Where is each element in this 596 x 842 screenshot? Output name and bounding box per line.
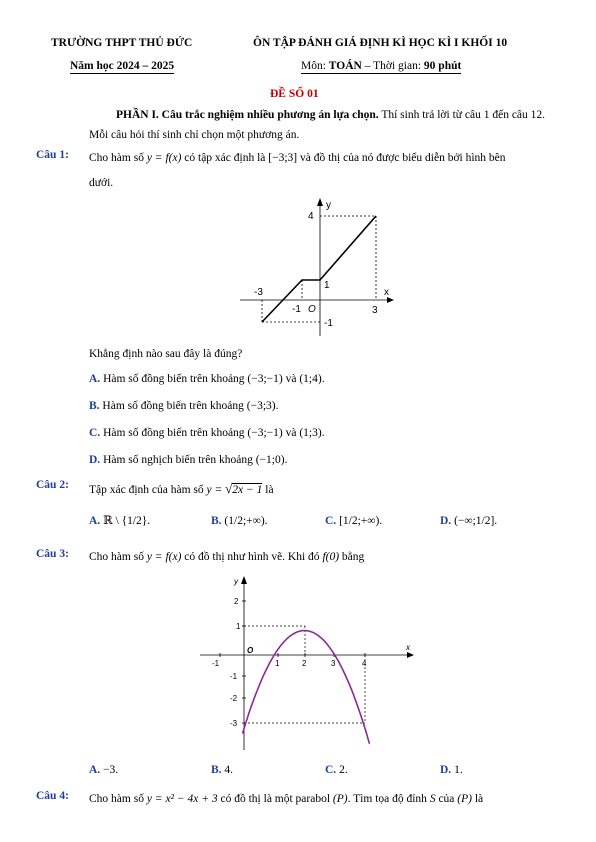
q1-origin-label: O [308, 304, 316, 315]
q1-prompt: Khẳng định nào sau đây là đúng? [89, 348, 243, 360]
q1-x-label: x [384, 287, 389, 298]
q3-y1-label: 1 [236, 622, 241, 631]
q3-parabola-curve [243, 631, 370, 744]
q1-x3-label: 3 [372, 305, 378, 316]
q2-option-a[interactable]: A. ℝ \ {1/2}. [89, 515, 151, 527]
q3-origin-label: O [247, 646, 254, 655]
part1-heading: PHẦN I. Câu trắc nghiệm nhiều phương án lựa chọn. Thí sinh trả lời từ câu 1 đến câu 12. [116, 109, 546, 121]
q3-yneg1-label: -1 [230, 672, 238, 681]
exam-title: ÔN TẬP ĐÁNH GIÁ ĐỊNH KÌ HỌC KÌ I KHỐI 10 [253, 37, 508, 49]
q2-label: Câu 2: [36, 479, 69, 491]
q1-yneg1-label: -1 [324, 318, 333, 329]
q1-xneg1-label: -1 [292, 304, 301, 315]
q1-y-arrow [317, 198, 323, 206]
q1-graph [240, 196, 400, 336]
q3-y2-label: 2 [234, 597, 239, 606]
q3-x1-label: 1 [275, 659, 280, 668]
q1-stem-cont: dưới. [89, 177, 114, 189]
q1-label: Câu 1: [36, 149, 69, 161]
q3-x-label: x [406, 643, 410, 652]
q3-graph [200, 572, 420, 752]
q4-stem: Cho hàm số y = x² − 4x + 3 có đồ thị là một parabol (P). Tìm tọa độ đỉnh S của (P) là [89, 793, 484, 805]
q1-y1-label: 1 [324, 280, 330, 291]
q1-function-curve [262, 216, 376, 322]
q3-y-label: y [234, 577, 238, 586]
q1-y-label: y [326, 200, 331, 211]
part1-instruction: Mỗi câu hỏi thí sinh chỉ chọn một phương án. [89, 129, 300, 141]
q1-option-a[interactable]: A. Hàm số đồng biến trên khoảng (−3;−1) và (1;4). [89, 373, 325, 385]
q3-option-a[interactable]: A. −3. [89, 764, 119, 776]
exam-code: ĐỀ SỐ 01 [270, 88, 319, 100]
q3-option-c[interactable]: C. 2. [325, 764, 348, 776]
q3-label: Câu 3: [36, 548, 69, 560]
q3-x2-label: 2 [302, 659, 307, 668]
q1-option-c[interactable]: C. Hàm số đồng biến trên khoảng (−3;−1) và (1;3). [89, 427, 325, 439]
q3-x4-label: 4 [362, 659, 367, 668]
q2-option-c[interactable]: C. [1/2;+∞). [325, 515, 383, 527]
q1-stem: Cho hàm số y = f(x) có tập xác định là [−3;3] và đồ thị của nó được biểu diễn bởi hình bên [89, 152, 506, 164]
q3-option-d[interactable]: D. 1. [440, 764, 463, 776]
q2-option-d[interactable]: D. (−∞;1/2]. [440, 515, 498, 527]
q3-option-b[interactable]: B. 4. [211, 764, 234, 776]
q3-xneg1-label: -1 [212, 659, 220, 668]
school-year: Năm học 2024 – 2025 [70, 60, 175, 72]
q2-option-b[interactable]: B. (1/2;+∞). [211, 515, 268, 527]
q1-option-b[interactable]: B. Hàm số đồng biến trên khoảng (−3;3). [89, 400, 279, 412]
school-name: TRƯỜNG THPT THỦ ĐỨC [51, 37, 193, 49]
q1-y4-label: 4 [308, 211, 314, 222]
q3-yneg3-label: -3 [230, 719, 238, 728]
q4-label: Câu 4: [36, 790, 69, 802]
q2-stem: Tập xác định của hàm số y = √2x − 1 là [89, 481, 274, 496]
q3-yneg2-label: -2 [230, 694, 238, 703]
q1-xneg3-label: -3 [254, 287, 263, 298]
q3-stem: Cho hàm số y = f(x) có đồ thị như hình vẽ. Khi đó f(0) bằng [89, 551, 365, 563]
q1-option-d[interactable]: D. Hàm số nghịch biến trên khoảng (−1;0). [89, 454, 288, 466]
q3-x3-label: 3 [331, 659, 336, 668]
exam-subject: Môn: TOÁN – Thời gian: 90 phút [301, 60, 462, 72]
